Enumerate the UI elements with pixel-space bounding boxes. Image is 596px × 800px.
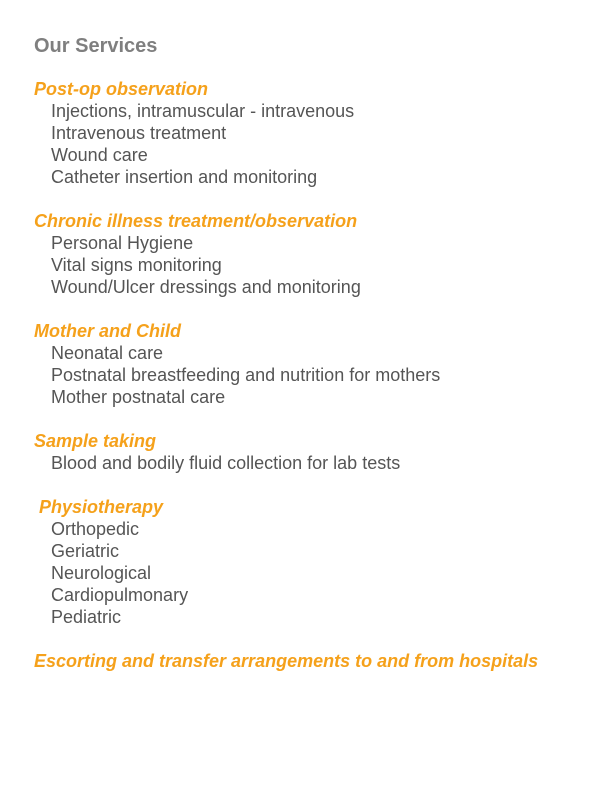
section-heading: Post-op observation: [34, 79, 209, 99]
list-item: Blood and bodily fluid collection for lab tests: [51, 453, 401, 473]
section-mother-child: [34, 320, 596, 408]
page-title: Our Services: [34, 35, 158, 57]
service-list: [34, 518, 596, 628]
section-heading: Escorting and transfer arrangements to and from hospitals: [34, 651, 539, 671]
list-item: Postnatal breastfeeding and nutrition for mothers: [51, 365, 441, 385]
list-item: Geriatric: [51, 541, 120, 561]
section-chronic-illness: [34, 210, 596, 298]
service-list: [34, 232, 596, 298]
list-item: Cardiopulmonary: [51, 585, 189, 605]
list-item: Orthopedic: [51, 519, 140, 539]
section-post-op: [34, 78, 596, 188]
list-item: Catheter insertion and monitoring: [51, 167, 318, 187]
section-escorting: [34, 650, 596, 672]
service-list: [34, 452, 596, 474]
list-item: Intravenous treatment: [51, 123, 227, 143]
section-physiotherapy: [34, 496, 596, 628]
list-item: Wound care: [51, 145, 148, 165]
list-item: Vital signs monitoring: [51, 255, 222, 275]
list-item: Mother postnatal care: [51, 387, 226, 407]
list-item: Neonatal care: [51, 343, 164, 363]
service-list: [34, 342, 596, 408]
section-heading: Chronic illness treatment/observation: [34, 211, 358, 231]
service-list: [34, 100, 596, 188]
section-sample-taking: [34, 430, 596, 474]
section-heading: Mother and Child: [34, 321, 181, 341]
section-heading: Sample taking: [34, 431, 157, 451]
list-item: Injections, intramuscular - intravenous: [51, 101, 355, 121]
list-item: Pediatric: [51, 607, 122, 627]
list-item: Wound/Ulcer dressings and monitoring: [51, 277, 361, 297]
section-heading: Physiotherapy: [39, 497, 164, 517]
list-item: Personal Hygiene: [51, 233, 194, 253]
list-item: Neurological: [51, 563, 152, 583]
